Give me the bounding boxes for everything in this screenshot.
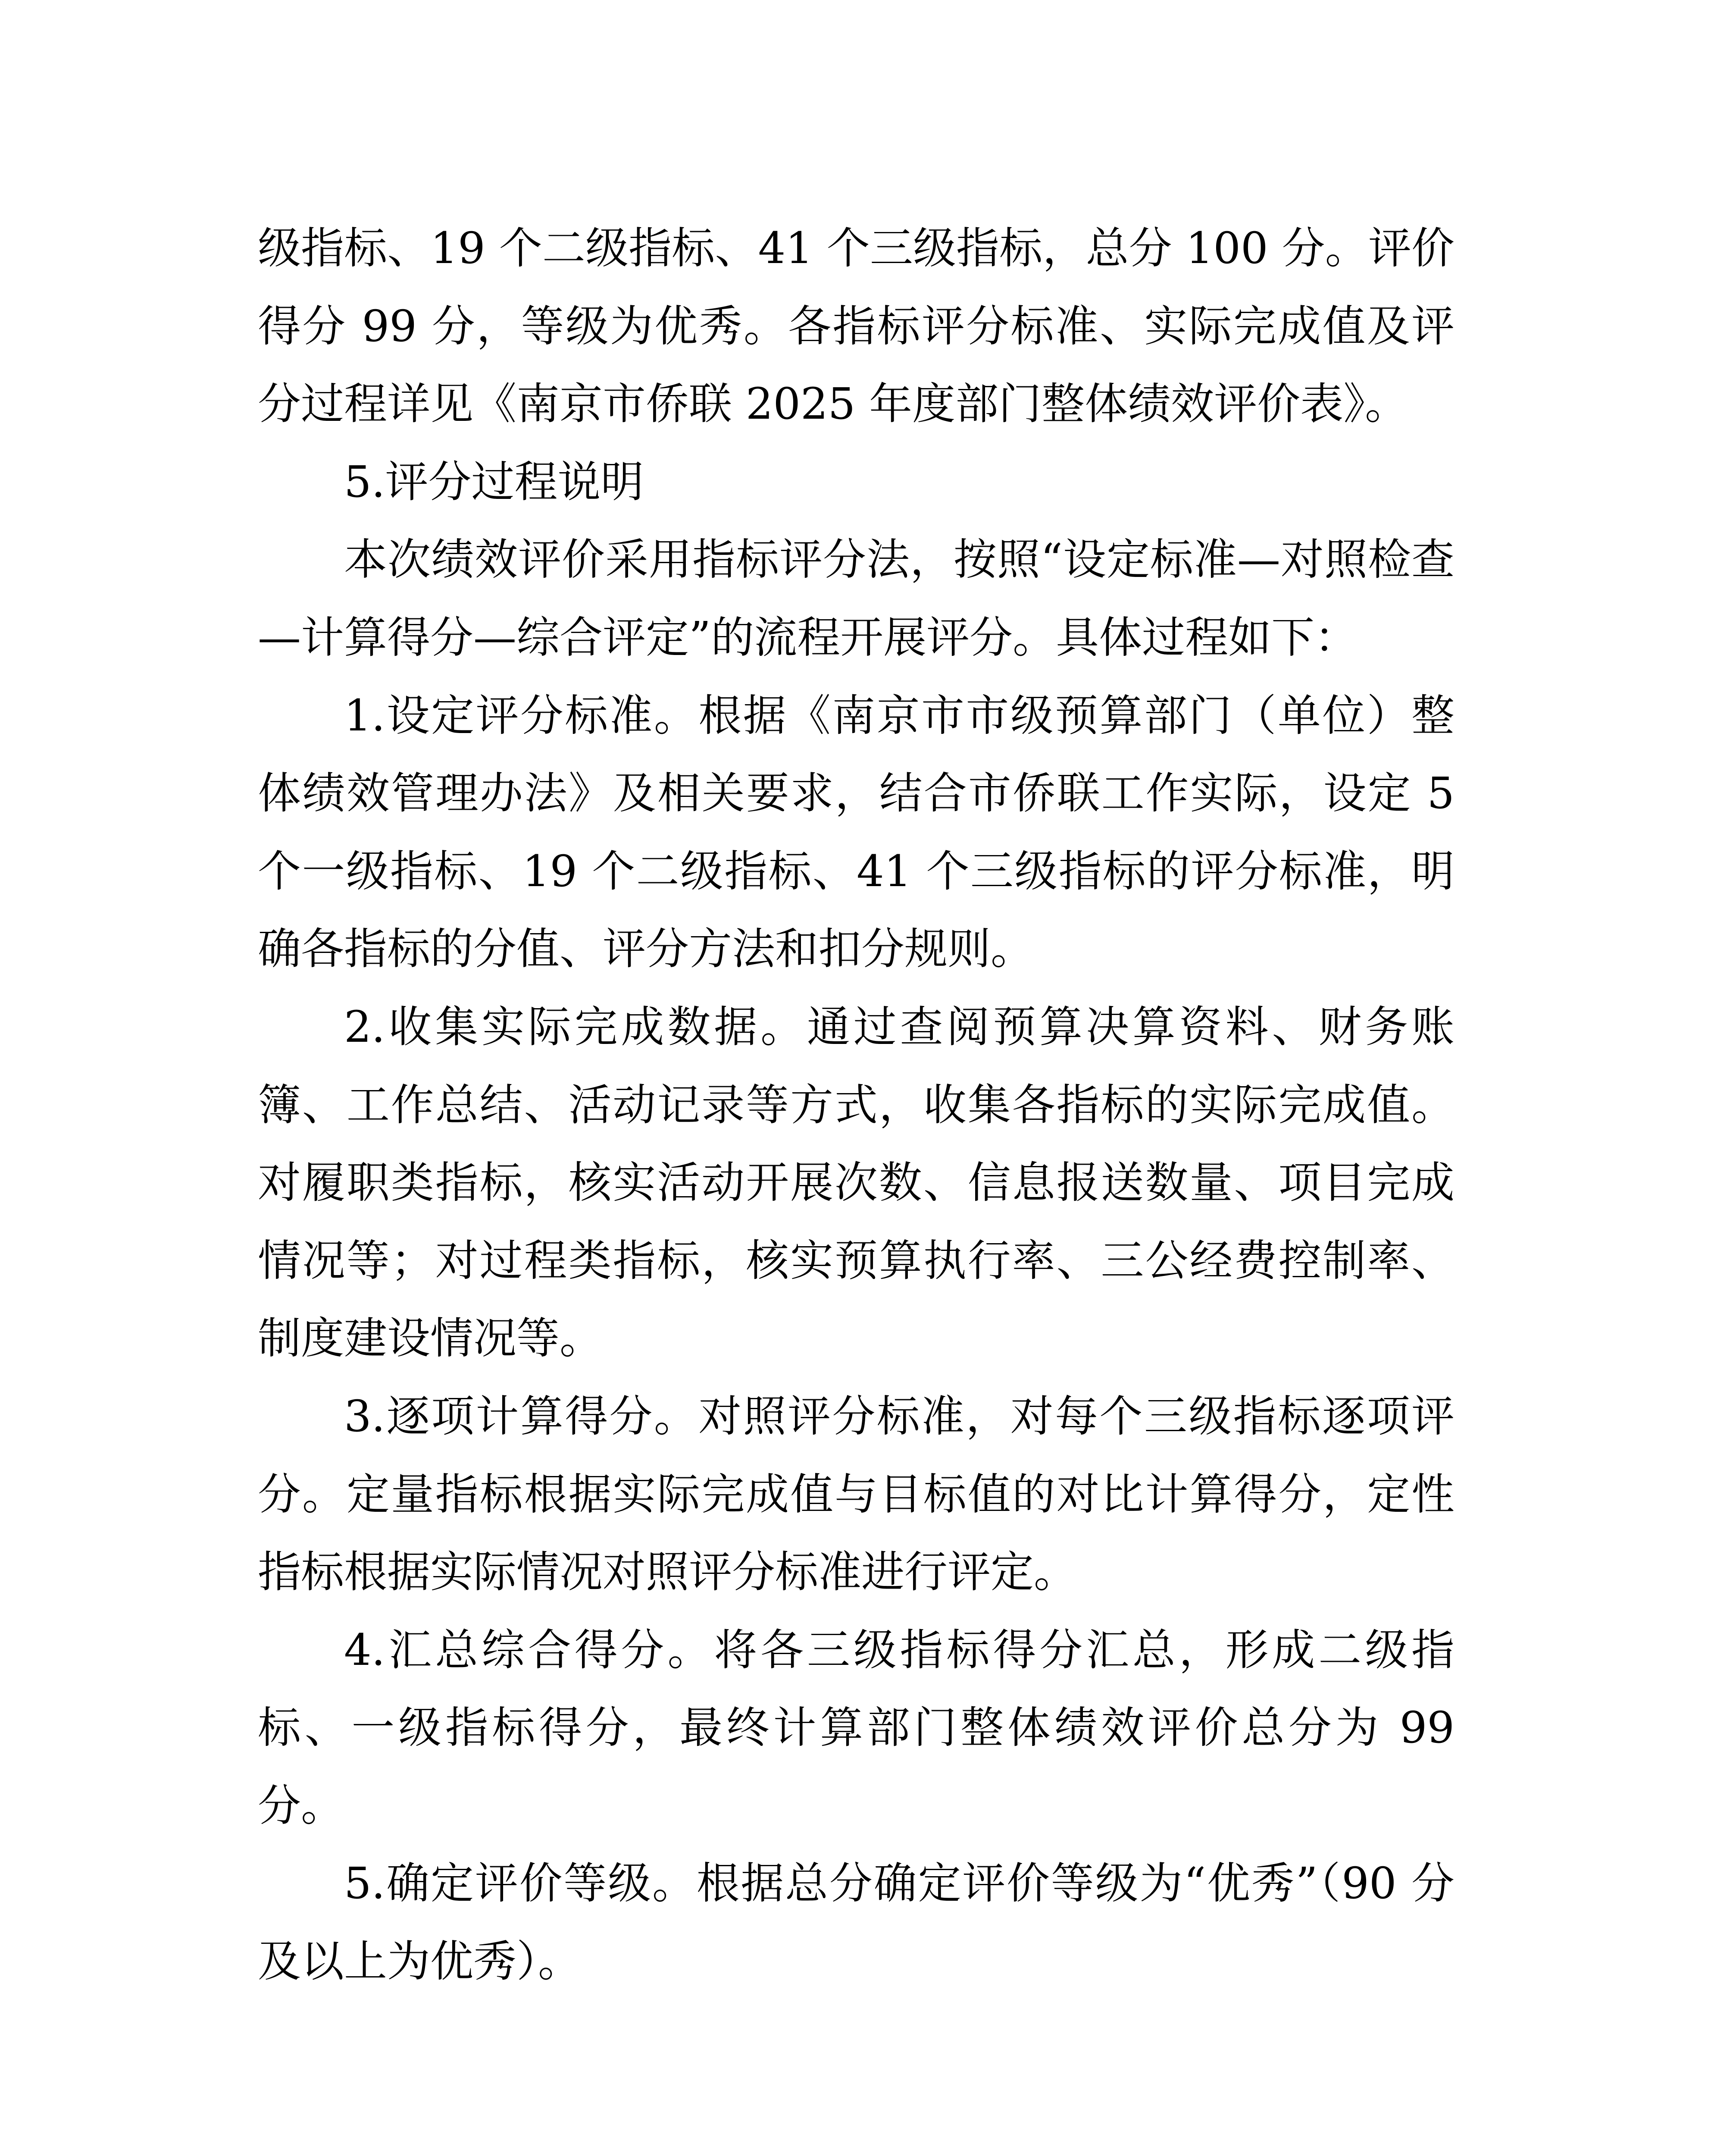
paragraph-step-4: 4.汇总综合得分。将各三级指标得分汇总，形成二级指标、一级指标得分，最终计算部门整体绩效评价总分为 99 分。 bbox=[258, 1624, 1455, 1831]
paragraph-continuation: 级指标、19 个二级指标、41 个三级指标，总分 100 分。评价得分 99 分，等级为优秀。各指标评分标准、实际完成值及评分过程详见《南京市侨联 2025 年度部门整体绩效评价表》。 bbox=[258, 223, 1455, 429]
paragraph-step-1: 1.设定评分标准。根据《南京市市级预算部门（单位）整体绩效管理办法》及相关要求，结合市侨联工作实际，设定 5 个一级指标、19 个二级指标、41 个三级指标的评分标准，明确各指标的分值、评分方法和扣分规则。 bbox=[258, 690, 1455, 975]
paragraph-intro: 本次绩效评价采用指标评分法，按照“设定标准—对照检查—计算得分—综合评定”的流程开展评分。具体过程如下： bbox=[258, 534, 1455, 663]
body-text bbox=[258, 210, 1455, 2001]
paragraph-step-2: 2.收集实际完成数据。通过查阅预算决算资料、财务账簿、工作总结、活动记录等方式，收集各指标的实际完成值。对履职类指标，核实活动开展次数、信息报送数量、项目完成情况等；对过程类指标，核实预算执行率、三公经费控制率、制度建设情况等。 bbox=[258, 1001, 1455, 1364]
paragraph-step-3: 3.逐项计算得分。对照评分标准，对每个三级指标逐项评分。定量指标根据实际完成值与目标值的对比计算得分，定性指标根据实际情况对照评分标准进行评定。 bbox=[258, 1391, 1455, 1598]
paragraph-step-5: 5.确定评价等级。根据总分确定评价等级为“优秀”（90 分及以上为优秀）。 bbox=[258, 1858, 1455, 1987]
section-heading: 5.评分过程说明 bbox=[344, 456, 644, 507]
